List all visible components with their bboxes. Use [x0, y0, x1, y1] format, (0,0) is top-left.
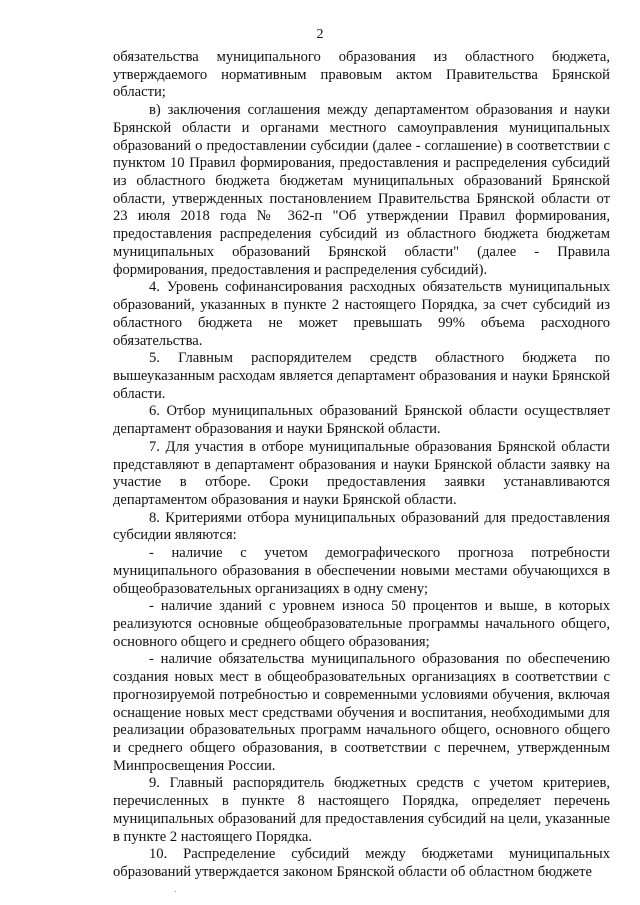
list-item: - наличие обязательства муниципального образования по обеспечению создания новых мест в общеобразовательных организациях в соответствии с прогнозируемой потребностью и современными условиями обучения, включая оснащение новых мест средствами обучения и воспитания, необходимыми для реализации образовательных программ начального общего, основного общего и среднего общего образования, в соответствии с перечнем, утвержденным Минпросвещения России.: [113, 651, 610, 774]
list-item: - наличие с учетом демографического прогноза потребности муниципального образования в обеспечении новыми местами обучающихся в общеобразовательных организациях в одну смену;: [113, 545, 610, 597]
paragraph: 4. Уровень софинансирования расходных обязательств муниципальных образований, указанных в пункте 2 настоящего Порядка, за счет субсидий из областного бюджета не может превышать 99% объема расходного обязательства.: [113, 279, 610, 349]
paragraph: 9. Главный распорядитель бюджетных средств с учетом критериев, перечисленных в пункте 8 настоящего Порядка, определяет перечень муниципальных образований для предоставления субсидий на цели, указанные в пункте 2 настоящего Порядка.: [113, 775, 610, 845]
paragraph: 6. Отбор муниципальных образований Брянской области осуществляет департамент образования и науки Брянской области.: [113, 403, 610, 438]
document-body: [113, 49, 610, 882]
paragraph: 10. Распределение субсидий между бюджетами муниципальных образований утверждается законом Брянской области об областном бюджете: [113, 846, 610, 881]
list-item: - наличие зданий с уровнем износа 50 процентов и выше, в которых реализуются основные общеобразовательные программы начального общего, основного общего и среднего общего образования;: [113, 598, 610, 650]
paragraph: 5. Главным распорядителем средств областного бюджета по вышеуказанным расходам является департамент образования и науки Брянской области.: [113, 350, 610, 402]
paragraph: обязательства муниципального образования из областного бюджета, утверждаемого нормативным правовым актом Правительства Брянской области;: [113, 49, 610, 101]
scan-speck: [175, 891, 176, 892]
page-number: 2: [316, 27, 324, 42]
paragraph: в) заключения соглашения между департаментом образования и науки Брянской области и органами местного самоуправления муниципальных образований о предоставлении субсидии (далее - соглашение) в соответствии с пунктом 10 Правил формирования, предоставления и распределения субсидий из областного бюджета бюджетам муниципальных образований Брянской области, утвержденных постановлением Правительства Брянской области от 23 июля 2018 года № 362-п "Об утверждении Правил формирования, предоставления распределения субсидий из областного бюджета бюджетам муниципальных образований Брянской области" (далее - Правила формирования, предоставления и распределения субсидий).: [113, 102, 610, 278]
paragraph: 8. Критериями отбора муниципальных образований для предоставления субсидии являются:: [113, 509, 610, 544]
paragraph: 7. Для участия в отборе муниципальные образования Брянской области представляют в департамент образования и науки Брянской области заявку на участие в отборе. Сроки предоставления заявки устанавливаются департаментом образования и науки Брянской области.: [113, 438, 610, 508]
